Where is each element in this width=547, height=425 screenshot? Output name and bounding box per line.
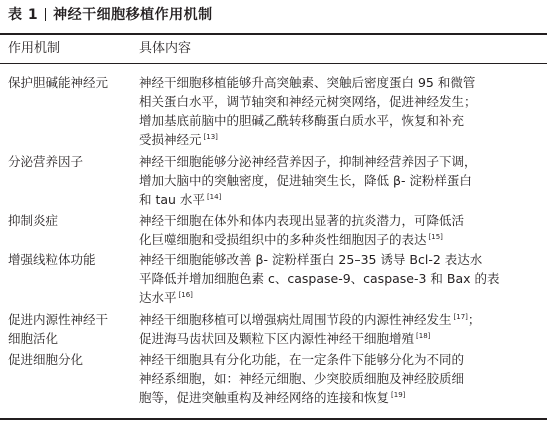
content-line: 神经干细胞具有分化功能，在一定条件下能够分化为不同的 (139, 352, 465, 367)
row-4-mechanism (8, 250, 136, 269)
table-bottom-rule (0, 418, 547, 420)
content-line: 平降低并增加细胞色素 c、caspase-9、caspase-3 和 Bax 的表 (139, 271, 500, 286)
reference-citation: [17] (453, 312, 468, 321)
table-header-rule (0, 63, 547, 64)
content-text: 和 tau 水平 (139, 192, 205, 207)
row-4-content (139, 250, 539, 307)
reference-citation: [13] (203, 132, 218, 141)
content-text: 胞等，促进突触重构及神经网络的连接和恢复 (139, 390, 390, 405)
content-line (139, 130, 539, 149)
row-5-content (139, 310, 539, 348)
content-line: 增加大脑中的突触密度，促进轴突生长，降低 β- 淀粉样蛋白 (139, 173, 472, 188)
column-header-content: 具体内容 (139, 41, 192, 56)
mechanism-line: 抑制炎症 (8, 213, 59, 228)
table-caption (8, 6, 213, 24)
content-line: 增加基底前脑中的胆碱乙酰转移酶蛋白质水平，恢复和补充 (139, 113, 465, 128)
content-line: 神经干细胞能够改善 β- 淀粉样蛋白 25–35 诱导 Bcl-2 表达水 (139, 252, 483, 267)
content-text: 神经干细胞移植可以增强病灶周围节段的内源性神经发生 (139, 312, 452, 327)
mechanism-line: 细胞活化 (8, 331, 59, 346)
row-1-mechanism (8, 73, 136, 92)
column-header-mechanism: 作用机制 (8, 41, 61, 56)
content-line (139, 190, 539, 209)
content-line (139, 288, 539, 307)
mechanism-line: 保护胆碱能神经元 (8, 75, 109, 90)
content-text: 受损神经元 (139, 132, 202, 147)
content-line: 神经干细胞能够分泌神经营养因子，抑制神经营养因子下调， (139, 154, 477, 169)
table-top-rule (0, 33, 547, 35)
content-line (139, 388, 539, 407)
reference-citation: [14] (206, 192, 222, 201)
content-line: 神经系细胞，如：神经元细胞、少突胶质细胞及神经胶质细 (139, 371, 465, 386)
content-text: 化巨噬细胞和受损组织中的多种炎性细胞因子的表达 (139, 232, 427, 247)
row-2-mechanism (8, 152, 136, 171)
table-label: 表 1 (8, 7, 39, 23)
content-line: 神经干细胞在体外和体内表现出显著的抗炎潜力，可降低活 (139, 213, 465, 228)
row-6-content (139, 350, 539, 407)
row-2-content (139, 152, 539, 209)
reference-citation: [18] (416, 331, 431, 340)
row-3-mechanism (8, 211, 136, 230)
mechanism-line: 分泌营养因子 (8, 154, 84, 169)
row-1-content (139, 73, 539, 149)
reference-citation: [19] (391, 390, 406, 399)
content-text: 促进海马齿状回及颗粒下区内源性神经干细胞增殖 (139, 331, 415, 346)
row-5-mechanism (8, 310, 136, 348)
content-punctuation: ； (467, 312, 481, 327)
caption-separator (45, 8, 46, 21)
content-line (139, 329, 539, 348)
content-line (139, 230, 539, 249)
mechanism-line: 促进内源性神经干 (8, 312, 109, 327)
row-6-mechanism (8, 350, 136, 369)
mechanism-line: 促进细胞分化 (8, 352, 84, 367)
reference-citation: [15] (428, 232, 443, 241)
reference-citation: [16] (178, 290, 193, 299)
table-title: 神经干细胞移植作用机制 (53, 7, 213, 23)
content-line (139, 310, 539, 329)
content-line: 相关蛋白水平，调节轴突和神经元树突网络，促进神经发生； (139, 94, 477, 109)
content-line: 神经干细胞移植能够升高突触素、突触后密度蛋白 95 和微管 (139, 75, 476, 90)
content-text: 达水平 (139, 290, 177, 305)
mechanism-line: 增强线粒体功能 (8, 252, 96, 267)
row-3-content (139, 211, 539, 249)
